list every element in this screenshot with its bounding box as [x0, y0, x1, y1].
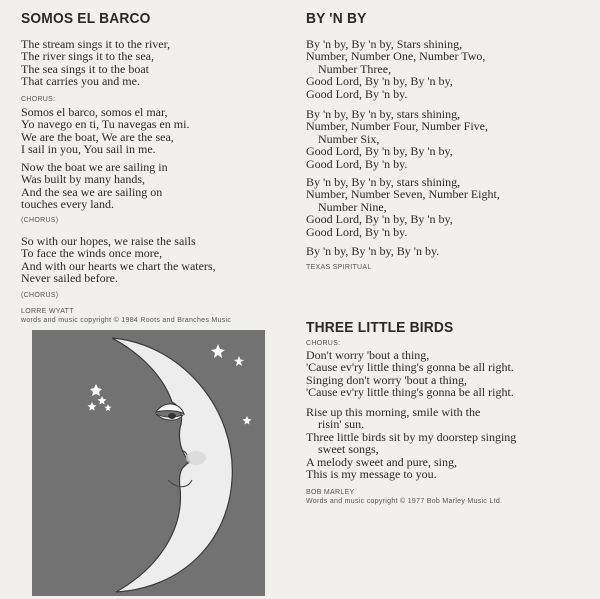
- verse-3: [306, 176, 500, 238]
- lyric-line: Good Lord, By 'n by.: [306, 86, 408, 101]
- lyric-line: Number, Number One, Number Two,: [306, 49, 486, 64]
- lyric-line: touches every land.: [21, 197, 114, 212]
- chorus-reference: (CHORUS): [21, 292, 59, 299]
- lyric-line: So with our hopes, we raise the sails: [21, 234, 196, 248]
- lyric-line: That carries you and me.: [21, 74, 140, 89]
- verse-2: [306, 108, 488, 170]
- copyright-notice: words and music copyright © 1984 Roots and Branches Music: [21, 317, 232, 324]
- lyric-line: Number, Number Four, Number Five,: [306, 119, 489, 134]
- lyric-line: Good Lord, By 'n by, By 'n by,: [306, 212, 453, 227]
- song-source: TEXAS SPIRITUAL: [306, 264, 372, 271]
- author-credit: BOB MARLEY: [306, 489, 355, 496]
- lyric-line: Was built by many hands,: [21, 172, 146, 187]
- lyric-line: We are the boat, We are the sea,: [21, 129, 174, 144]
- moon-pupil: [168, 413, 176, 419]
- lyric-line: Never sailed before.: [21, 271, 118, 286]
- verse-1: [21, 38, 170, 88]
- lyric-line: Somos el barco, somos el mar,: [21, 105, 168, 119]
- lyric-line: Singing don't worry 'bout a thing,: [306, 372, 467, 387]
- lyric-line: And with our hearts we chart the waters,: [21, 258, 216, 273]
- lyric-line: 'Cause ev'ry little thing's gonna be all right.: [306, 360, 514, 375]
- lyric-line: Good Lord, By 'n by, By 'n by,: [306, 144, 453, 159]
- lyric-line: The stream sings it to the river,: [21, 37, 171, 51]
- chorus-label: CHORUS:: [21, 96, 56, 103]
- lyric-line: Number, Number Seven, Number Eight,: [306, 187, 500, 202]
- lyric-line: To face the winds once more,: [21, 246, 163, 261]
- chorus-label: CHORUS:: [306, 340, 341, 347]
- lyric-line: Three little birds sit by my doorstep singing: [306, 429, 517, 444]
- verse-3: [21, 235, 216, 285]
- lyric-line: Good Lord, By 'n by.: [306, 224, 408, 239]
- lyric-line: By 'n by, By 'n by, stars shining,: [306, 107, 461, 121]
- author-credit: LORRE WYATT: [21, 308, 74, 315]
- verse-4: [306, 245, 439, 257]
- verse-1: [306, 406, 516, 480]
- lyric-line: risin' sun.: [318, 417, 365, 432]
- lyric-line: Number Three,: [318, 61, 392, 76]
- lyric-line: The sea sings it to the boat: [21, 61, 149, 76]
- chorus: [21, 106, 189, 156]
- lyric-line: 'Cause ev'ry little thing's gonna be all right.: [306, 385, 514, 400]
- lyric-line: This is my message to you.: [306, 467, 437, 482]
- lyric-line: By 'n by, By 'n by, Stars shining,: [306, 37, 463, 51]
- chorus-reference: (CHORUS): [21, 217, 59, 224]
- moon-illustration: [32, 330, 265, 596]
- lyric-line: Now the boat we are sailing in: [21, 160, 168, 174]
- song-title: BY 'N BY: [306, 10, 367, 27]
- lyric-line: A melody sweet and pure, sing,: [306, 454, 457, 469]
- lyric-line: The river sings it to the sea,: [21, 49, 154, 64]
- song-title: THREE LITTLE BIRDS: [306, 319, 454, 336]
- lyric-line: By 'n by, By 'n by, By 'n by.: [306, 244, 440, 258]
- lyric-line: sweet songs,: [318, 442, 379, 457]
- song-title: SOMOS EL BARCO: [21, 10, 151, 27]
- lyric-line: Rise up this morning, smile with the: [306, 405, 481, 419]
- lyric-line: Yo navego en ti, Tu navegas en mi.: [21, 117, 190, 132]
- lyric-line: Number Nine,: [318, 199, 387, 214]
- lyric-line: By 'n by, By 'n by, stars shining,: [306, 175, 461, 189]
- lyric-line: Good Lord, By 'n by.: [306, 156, 408, 171]
- verse-2: [21, 161, 168, 211]
- lyric-line: Don't worry 'bout a thing,: [306, 348, 430, 362]
- lyric-line: I sail in you, You sail in me.: [21, 142, 156, 157]
- lyric-line: And the sea we are sailing on: [21, 184, 163, 199]
- moon-cheek: [186, 451, 206, 465]
- crescent-moon-icon: [32, 330, 265, 596]
- verse-1: [306, 38, 485, 100]
- lyric-line: Good Lord, By 'n by, By 'n by,: [306, 74, 453, 89]
- copyright-notice: Words and music copyright © 1977 Bob Marley Music Ltd.: [306, 498, 503, 505]
- chorus: [306, 349, 514, 399]
- lyric-line: Number Six,: [318, 131, 380, 146]
